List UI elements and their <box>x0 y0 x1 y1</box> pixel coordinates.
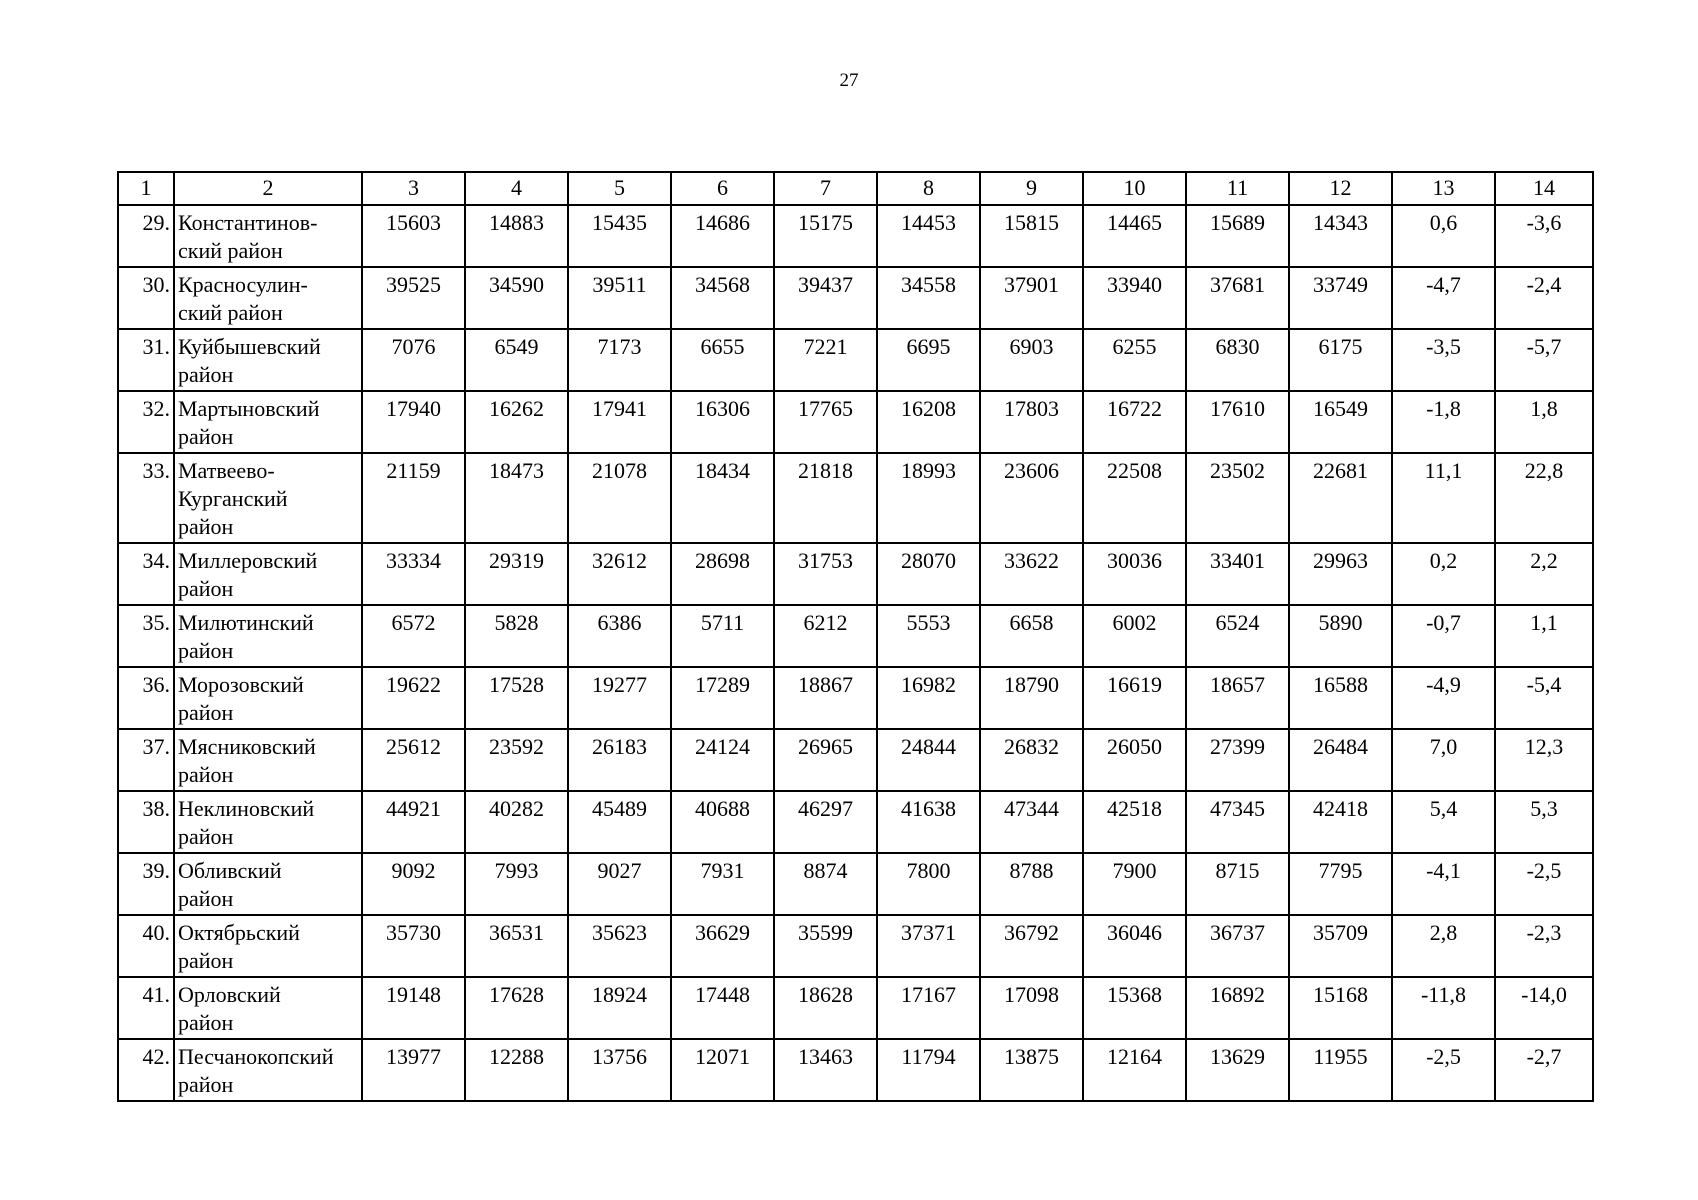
cell-col-4: 40282 <box>465 791 568 853</box>
cell-col-10: 22508 <box>1083 453 1186 543</box>
column-header-10: 10 <box>1083 172 1186 205</box>
cell-col-6: 34568 <box>671 267 774 329</box>
district-name: Мясниковский район <box>174 729 362 791</box>
cell-col-11: 15689 <box>1186 205 1289 267</box>
cell-col-13: -4,9 <box>1392 667 1495 729</box>
cell-col-4: 36531 <box>465 915 568 977</box>
district-name: Куйбышевский район <box>174 329 362 391</box>
row-number: 33. <box>118 453 174 543</box>
cell-col-5: 32612 <box>568 543 671 605</box>
cell-col-9: 17803 <box>980 391 1083 453</box>
cell-col-5: 35623 <box>568 915 671 977</box>
cell-col-12: 15168 <box>1289 977 1392 1039</box>
cell-col-12: 26484 <box>1289 729 1392 791</box>
cell-col-11: 18657 <box>1186 667 1289 729</box>
cell-col-4: 14883 <box>465 205 568 267</box>
cell-col-6: 18434 <box>671 453 774 543</box>
cell-col-5: 6386 <box>568 605 671 667</box>
row-number: 32. <box>118 391 174 453</box>
table-row <box>118 605 1593 667</box>
cell-col-9: 17098 <box>980 977 1083 1039</box>
cell-col-9: 13875 <box>980 1039 1083 1101</box>
district-name: Константинов- ский район <box>174 205 362 267</box>
table-row <box>118 667 1593 729</box>
cell-col-12: 29963 <box>1289 543 1392 605</box>
cell-col-9: 6658 <box>980 605 1083 667</box>
cell-col-9: 33622 <box>980 543 1083 605</box>
cell-col-5: 13756 <box>568 1039 671 1101</box>
cell-col-7: 17765 <box>774 391 877 453</box>
cell-col-14: 1,1 <box>1495 605 1593 667</box>
row-number: 37. <box>118 729 174 791</box>
cell-col-4: 17528 <box>465 667 568 729</box>
cell-col-3: 7076 <box>362 329 465 391</box>
cell-col-11: 17610 <box>1186 391 1289 453</box>
row-number: 38. <box>118 791 174 853</box>
cell-col-5: 21078 <box>568 453 671 543</box>
cell-col-10: 42518 <box>1083 791 1186 853</box>
district-name: Миллеровский район <box>174 543 362 605</box>
column-header-14: 14 <box>1495 172 1593 205</box>
cell-col-11: 33401 <box>1186 543 1289 605</box>
cell-col-9: 8788 <box>980 853 1083 915</box>
cell-col-4: 7993 <box>465 853 568 915</box>
cell-col-7: 8874 <box>774 853 877 915</box>
cell-col-10: 16619 <box>1083 667 1186 729</box>
cell-col-11: 37681 <box>1186 267 1289 329</box>
cell-col-8: 5553 <box>877 605 980 667</box>
cell-col-3: 6572 <box>362 605 465 667</box>
cell-col-5: 7173 <box>568 329 671 391</box>
cell-col-11: 8715 <box>1186 853 1289 915</box>
cell-col-8: 17167 <box>877 977 980 1039</box>
table-row <box>118 1039 1593 1101</box>
cell-col-12: 42418 <box>1289 791 1392 853</box>
cell-col-3: 19148 <box>362 977 465 1039</box>
column-header-4: 4 <box>465 172 568 205</box>
cell-col-5: 9027 <box>568 853 671 915</box>
cell-col-9: 15815 <box>980 205 1083 267</box>
cell-col-7: 35599 <box>774 915 877 977</box>
cell-col-7: 31753 <box>774 543 877 605</box>
cell-col-3: 19622 <box>362 667 465 729</box>
cell-col-4: 34590 <box>465 267 568 329</box>
row-number: 36. <box>118 667 174 729</box>
cell-col-12: 6175 <box>1289 329 1392 391</box>
cell-col-6: 40688 <box>671 791 774 853</box>
cell-col-5: 15435 <box>568 205 671 267</box>
cell-col-14: 5,3 <box>1495 791 1593 853</box>
page-number: 27 <box>839 70 859 91</box>
cell-col-11: 6830 <box>1186 329 1289 391</box>
cell-col-9: 23606 <box>980 453 1083 543</box>
cell-col-8: 28070 <box>877 543 980 605</box>
cell-col-8: 7800 <box>877 853 980 915</box>
header-row <box>118 172 1593 205</box>
cell-col-7: 6212 <box>774 605 877 667</box>
cell-col-9: 36792 <box>980 915 1083 977</box>
cell-col-4: 5828 <box>465 605 568 667</box>
cell-col-3: 25612 <box>362 729 465 791</box>
cell-col-4: 12288 <box>465 1039 568 1101</box>
row-number: 34. <box>118 543 174 605</box>
cell-col-6: 14686 <box>671 205 774 267</box>
row-number: 39. <box>118 853 174 915</box>
district-name: Красносулин- ский район <box>174 267 362 329</box>
cell-col-14: -5,7 <box>1495 329 1593 391</box>
district-name: Октябрьский район <box>174 915 362 977</box>
cell-col-12: 22681 <box>1289 453 1392 543</box>
cell-col-10: 36046 <box>1083 915 1186 977</box>
district-name: Неклиновский район <box>174 791 362 853</box>
cell-col-13: -2,5 <box>1392 1039 1495 1101</box>
cell-col-7: 18628 <box>774 977 877 1039</box>
cell-col-13: 0,6 <box>1392 205 1495 267</box>
cell-col-6: 28698 <box>671 543 774 605</box>
cell-col-6: 12071 <box>671 1039 774 1101</box>
cell-col-14: -3,6 <box>1495 205 1593 267</box>
cell-col-3: 35730 <box>362 915 465 977</box>
cell-col-6: 5711 <box>671 605 774 667</box>
cell-col-5: 26183 <box>568 729 671 791</box>
cell-col-11: 23502 <box>1186 453 1289 543</box>
cell-col-7: 21818 <box>774 453 877 543</box>
cell-col-3: 9092 <box>362 853 465 915</box>
cell-col-7: 18867 <box>774 667 877 729</box>
district-name: Обливский район <box>174 853 362 915</box>
cell-col-10: 16722 <box>1083 391 1186 453</box>
column-header-8: 8 <box>877 172 980 205</box>
district-name: Милютинский район <box>174 605 362 667</box>
cell-col-10: 26050 <box>1083 729 1186 791</box>
cell-col-13: -0,7 <box>1392 605 1495 667</box>
cell-col-13: -11,8 <box>1392 977 1495 1039</box>
cell-col-8: 18993 <box>877 453 980 543</box>
column-header-9: 9 <box>980 172 1083 205</box>
cell-col-10: 33940 <box>1083 267 1186 329</box>
district-name: Мартыновский район <box>174 391 362 453</box>
column-header-5: 5 <box>568 172 671 205</box>
table-row <box>118 205 1593 267</box>
cell-col-12: 16588 <box>1289 667 1392 729</box>
table-row <box>118 977 1593 1039</box>
cell-col-7: 13463 <box>774 1039 877 1101</box>
column-header-6: 6 <box>671 172 774 205</box>
cell-col-12: 14343 <box>1289 205 1392 267</box>
cell-col-4: 16262 <box>465 391 568 453</box>
cell-col-14: 12,3 <box>1495 729 1593 791</box>
cell-col-11: 6524 <box>1186 605 1289 667</box>
cell-col-5: 18924 <box>568 977 671 1039</box>
cell-col-8: 34558 <box>877 267 980 329</box>
column-header-2: 2 <box>174 172 362 205</box>
cell-col-13: 5,4 <box>1392 791 1495 853</box>
cell-col-9: 47344 <box>980 791 1083 853</box>
cell-col-14: -14,0 <box>1495 977 1593 1039</box>
table-row <box>118 791 1593 853</box>
table-row <box>118 453 1593 543</box>
cell-col-13: -4,1 <box>1392 853 1495 915</box>
cell-col-10: 15368 <box>1083 977 1186 1039</box>
cell-col-14: -2,4 <box>1495 267 1593 329</box>
row-number: 30. <box>118 267 174 329</box>
data-table <box>117 171 1594 1102</box>
cell-col-3: 13977 <box>362 1039 465 1101</box>
column-header-13: 13 <box>1392 172 1495 205</box>
row-number: 31. <box>118 329 174 391</box>
cell-col-3: 21159 <box>362 453 465 543</box>
cell-col-6: 16306 <box>671 391 774 453</box>
table-row <box>118 391 1593 453</box>
cell-col-12: 7795 <box>1289 853 1392 915</box>
table-row <box>118 729 1593 791</box>
cell-col-6: 7931 <box>671 853 774 915</box>
cell-col-9: 37901 <box>980 267 1083 329</box>
table-row <box>118 267 1593 329</box>
cell-col-8: 14453 <box>877 205 980 267</box>
column-header-3: 3 <box>362 172 465 205</box>
cell-col-14: 1,8 <box>1495 391 1593 453</box>
cell-col-10: 12164 <box>1083 1039 1186 1101</box>
cell-col-13: 0,2 <box>1392 543 1495 605</box>
cell-col-3: 44921 <box>362 791 465 853</box>
cell-col-13: -4,7 <box>1392 267 1495 329</box>
cell-col-14: 22,8 <box>1495 453 1593 543</box>
cell-col-11: 13629 <box>1186 1039 1289 1101</box>
cell-col-11: 36737 <box>1186 915 1289 977</box>
table-row <box>118 543 1593 605</box>
cell-col-7: 46297 <box>774 791 877 853</box>
cell-col-6: 24124 <box>671 729 774 791</box>
cell-col-14: -2,7 <box>1495 1039 1593 1101</box>
cell-col-3: 15603 <box>362 205 465 267</box>
cell-col-13: -1,8 <box>1392 391 1495 453</box>
table-body <box>118 205 1593 1101</box>
cell-col-5: 39511 <box>568 267 671 329</box>
cell-col-12: 5890 <box>1289 605 1392 667</box>
cell-col-12: 33749 <box>1289 267 1392 329</box>
cell-col-10: 6002 <box>1083 605 1186 667</box>
cell-col-3: 17940 <box>362 391 465 453</box>
cell-col-13: 7,0 <box>1392 729 1495 791</box>
cell-col-6: 17289 <box>671 667 774 729</box>
district-name: Матвеево- Курганский район <box>174 453 362 543</box>
cell-col-11: 27399 <box>1186 729 1289 791</box>
cell-col-8: 24844 <box>877 729 980 791</box>
cell-col-8: 41638 <box>877 791 980 853</box>
cell-col-4: 18473 <box>465 453 568 543</box>
cell-col-3: 33334 <box>362 543 465 605</box>
cell-col-8: 37371 <box>877 915 980 977</box>
cell-col-7: 26965 <box>774 729 877 791</box>
cell-col-8: 16982 <box>877 667 980 729</box>
table-row <box>118 853 1593 915</box>
row-number: 40. <box>118 915 174 977</box>
cell-col-9: 18790 <box>980 667 1083 729</box>
cell-col-8: 6695 <box>877 329 980 391</box>
column-header-1: 1 <box>118 172 174 205</box>
cell-col-8: 11794 <box>877 1039 980 1101</box>
cell-col-10: 7900 <box>1083 853 1186 915</box>
cell-col-3: 39525 <box>362 267 465 329</box>
cell-col-11: 47345 <box>1186 791 1289 853</box>
row-number: 35. <box>118 605 174 667</box>
cell-col-6: 17448 <box>671 977 774 1039</box>
cell-col-12: 11955 <box>1289 1039 1392 1101</box>
cell-col-5: 19277 <box>568 667 671 729</box>
table-row <box>118 329 1593 391</box>
row-number: 41. <box>118 977 174 1039</box>
cell-col-14: -5,4 <box>1495 667 1593 729</box>
cell-col-7: 39437 <box>774 267 877 329</box>
cell-col-13: 11,1 <box>1392 453 1495 543</box>
cell-col-5: 17941 <box>568 391 671 453</box>
district-name: Песчанокопский район <box>174 1039 362 1101</box>
district-name: Орловский район <box>174 977 362 1039</box>
cell-col-6: 6655 <box>671 329 774 391</box>
cell-col-4: 23592 <box>465 729 568 791</box>
cell-col-12: 35709 <box>1289 915 1392 977</box>
cell-col-14: -2,5 <box>1495 853 1593 915</box>
cell-col-14: -2,3 <box>1495 915 1593 977</box>
cell-col-7: 15175 <box>774 205 877 267</box>
cell-col-5: 45489 <box>568 791 671 853</box>
cell-col-13: 2,8 <box>1392 915 1495 977</box>
cell-col-10: 14465 <box>1083 205 1186 267</box>
cell-col-4: 29319 <box>465 543 568 605</box>
cell-col-7: 7221 <box>774 329 877 391</box>
column-header-7: 7 <box>774 172 877 205</box>
cell-col-9: 26832 <box>980 729 1083 791</box>
cell-col-9: 6903 <box>980 329 1083 391</box>
cell-col-13: -3,5 <box>1392 329 1495 391</box>
cell-col-10: 30036 <box>1083 543 1186 605</box>
district-name: Морозовский район <box>174 667 362 729</box>
column-header-12: 12 <box>1289 172 1392 205</box>
cell-col-6: 36629 <box>671 915 774 977</box>
row-number: 42. <box>118 1039 174 1101</box>
row-number: 29. <box>118 205 174 267</box>
table-row <box>118 915 1593 977</box>
cell-col-8: 16208 <box>877 391 980 453</box>
cell-col-12: 16549 <box>1289 391 1392 453</box>
cell-col-4: 6549 <box>465 329 568 391</box>
cell-col-14: 2,2 <box>1495 543 1593 605</box>
column-header-11: 11 <box>1186 172 1289 205</box>
cell-col-4: 17628 <box>465 977 568 1039</box>
cell-col-10: 6255 <box>1083 329 1186 391</box>
cell-col-11: 16892 <box>1186 977 1289 1039</box>
